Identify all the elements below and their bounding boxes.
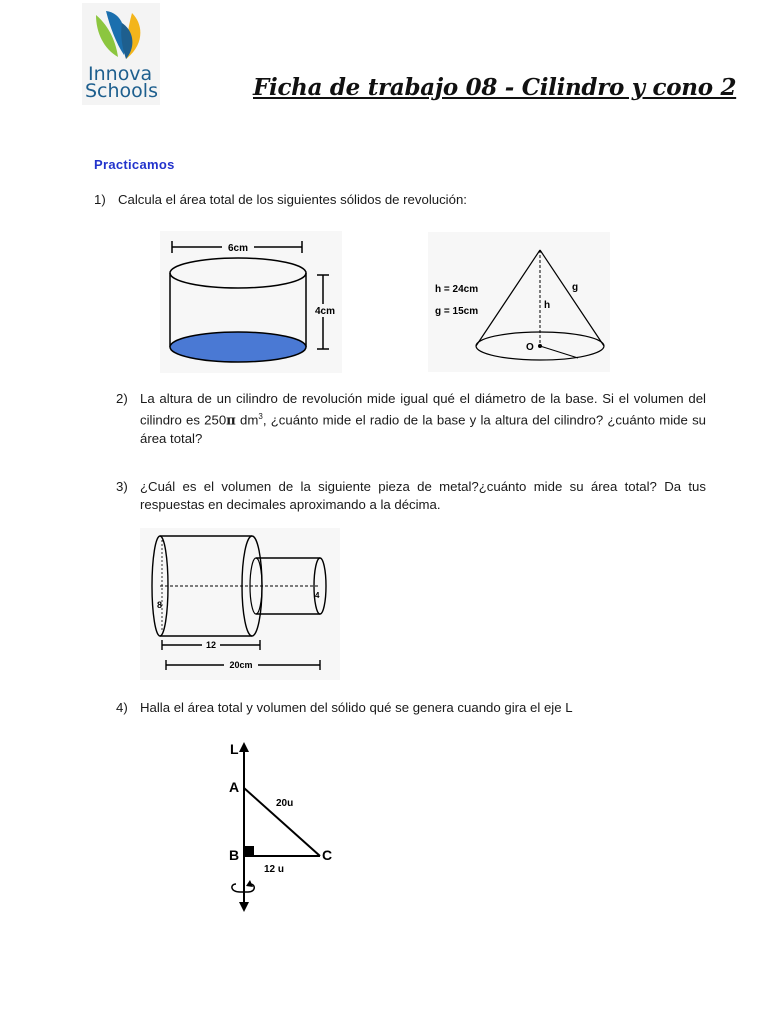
question-text-part: La altura de un cilindro de revolución mide igual qué el diámetro de la base. Si el volumen del cilindro es 250 xyxy=(140,391,706,428)
question-text xyxy=(140,390,706,448)
question-text-part: , ¿cuánto mide el radio de la base y la altura del cilindro? ¿cuánto mide su área total? xyxy=(140,412,706,447)
logo-text-line2: Schools xyxy=(85,80,158,102)
question-number: 4) xyxy=(116,700,128,715)
question-text: ¿Cuál es el volumen de la siguiente pieza de metal?¿cuánto mide su área total? Da tus respuestas en decimales aproximando a la décima. xyxy=(140,479,706,512)
question-4 xyxy=(116,699,573,717)
cylinder-height-label: 4cm xyxy=(314,306,336,317)
exponent: 3 xyxy=(258,412,263,421)
base-label: 12 u xyxy=(264,864,285,875)
question-1 xyxy=(94,191,467,209)
question-number: 1) xyxy=(94,192,106,207)
logo-text-line1: Innova xyxy=(88,63,153,85)
cone-center-label: O xyxy=(526,342,534,353)
question-2 xyxy=(116,390,706,448)
point-C-label: C xyxy=(322,847,333,863)
cone-h-label: h xyxy=(544,300,551,311)
pi-symbol: π xyxy=(226,413,236,429)
point-B-label: B xyxy=(229,847,240,863)
section-heading: Practicamos xyxy=(94,157,175,172)
question-3 xyxy=(116,478,706,514)
page-title: Ficha de trabajo 08 - Cilindro y cono 2 xyxy=(253,74,737,101)
cone-h-value: h = 24cm xyxy=(435,284,479,295)
length-12-label: 12 xyxy=(205,640,217,650)
axis-L-label: L xyxy=(230,741,239,757)
small-diameter-label: 4 xyxy=(315,591,320,600)
cone-g-label: g xyxy=(572,282,579,293)
question-text: Halla el área total y volumen del sólido qué se genera cuando gira el eje L xyxy=(140,700,573,715)
question-number: 3) xyxy=(116,479,128,494)
point-A-label: A xyxy=(229,779,240,795)
cylinder-diameter-label: 6cm xyxy=(227,243,249,254)
hypotenuse-label: 20u xyxy=(276,798,294,809)
question-text-part: dm xyxy=(235,412,259,428)
length-20-label: 20cm xyxy=(229,660,253,670)
metal-piece-figure xyxy=(140,528,340,685)
big-diameter-label: 8 xyxy=(157,600,163,610)
question-number: 2) xyxy=(116,391,128,406)
cone-g-value: g = 15cm xyxy=(435,306,479,317)
question-text: Calcula el área total de los siguientes sólidos de revolución: xyxy=(118,192,467,207)
cone-figure xyxy=(428,232,610,377)
triangle-rotation-figure xyxy=(220,738,350,923)
cylinder-figure xyxy=(160,231,342,378)
